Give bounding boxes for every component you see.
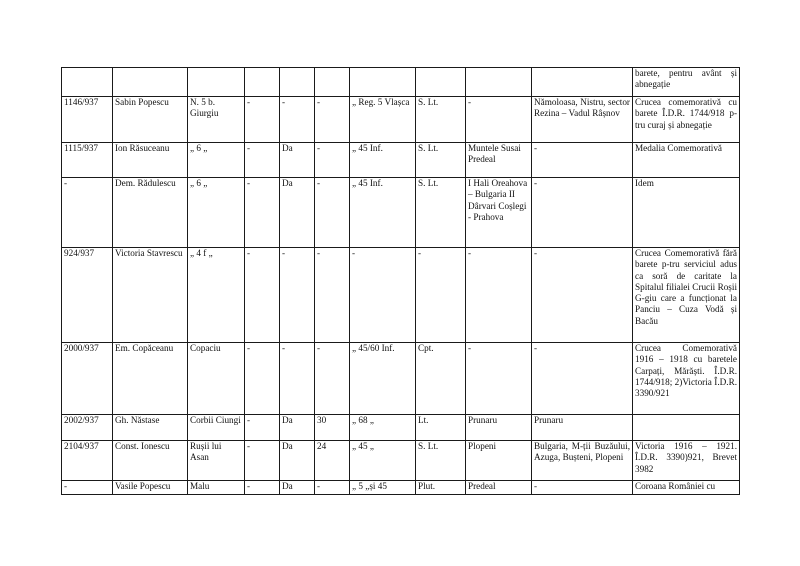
- unit-cell: „ 45 Inf.: [350, 178, 416, 248]
- region-cell: -: [532, 143, 633, 178]
- record-number-cell: -: [62, 481, 113, 495]
- column-4-cell: -: [245, 415, 280, 441]
- record-number-cell: 2104/937: [62, 441, 113, 481]
- column-6-cell: -: [315, 143, 350, 178]
- rank-cell: S. Lt.: [416, 178, 466, 248]
- column-4-cell: -: [245, 248, 280, 343]
- name-cell: Sabin Popescu: [113, 97, 188, 143]
- decorations-cell: Victoria 1916 – 1921. Î.D.R. 3390)921, Brevet 3982: [633, 441, 740, 481]
- column-4-cell: -: [245, 441, 280, 481]
- rank-cell: S. Lt.: [416, 143, 466, 178]
- rank-cell: Plut.: [416, 481, 466, 495]
- region-cell: -: [532, 343, 633, 415]
- record-number-cell: 1115/937: [62, 143, 113, 178]
- decorations-cell: Coroana României cu: [633, 481, 740, 495]
- region-cell: Prunaru: [532, 415, 633, 441]
- column-5-cell: Da: [280, 481, 315, 495]
- column-6-cell: -: [315, 97, 350, 143]
- locality-cell: Rușii lui Asan: [188, 441, 245, 481]
- register-table: [61, 67, 740, 495]
- name-cell: Const. Ionescu: [113, 441, 188, 481]
- table-row: [62, 248, 740, 343]
- record-number-cell: 2000/937: [62, 343, 113, 415]
- record-number-cell: 924/937: [62, 248, 113, 343]
- locality-cell: Copaciu: [188, 343, 245, 415]
- decorations-cell: [633, 415, 740, 441]
- column-4-cell: -: [245, 178, 280, 248]
- locality-cell: N. 5 b. Giurgiu: [188, 97, 245, 143]
- rank-cell: [416, 68, 466, 97]
- locality-cell: Corbii Ciungi: [188, 415, 245, 441]
- region-cell: -: [532, 481, 633, 495]
- battles-cell: Plopeni: [466, 441, 532, 481]
- decorations-cell: barete, pentru avânt și abnegație: [633, 68, 740, 97]
- column-6-cell: 30: [315, 415, 350, 441]
- column-5-cell: Da: [280, 415, 315, 441]
- battles-cell: -: [466, 248, 532, 343]
- record-number-cell: -: [62, 178, 113, 248]
- locality-cell: [188, 68, 245, 97]
- unit-cell: -: [350, 248, 416, 343]
- name-cell: Victoria Stavrescu: [113, 248, 188, 343]
- column-6-cell: -: [315, 481, 350, 495]
- region-cell: Bulgaria, M-ții Buzăului, Azuga, Bușteni, Plopeni: [532, 441, 633, 481]
- column-4-cell: -: [245, 343, 280, 415]
- region-cell: -: [532, 178, 633, 248]
- unit-cell: „ 45/60 Inf.: [350, 343, 416, 415]
- table-row: [62, 143, 740, 178]
- column-4-cell: -: [245, 481, 280, 495]
- column-5-cell: -: [280, 343, 315, 415]
- locality-cell: „ 6 „: [188, 143, 245, 178]
- column-6-cell: 24: [315, 441, 350, 481]
- battles-cell: Prunaru: [466, 415, 532, 441]
- name-cell: Dem. Rădulescu: [113, 178, 188, 248]
- record-number-cell: 1146/937: [62, 97, 113, 143]
- unit-cell: „ 45 Inf.: [350, 143, 416, 178]
- rank-cell: -: [416, 248, 466, 343]
- table-row: [62, 441, 740, 481]
- locality-cell: „ 6 „: [188, 178, 245, 248]
- battles-cell: Muntele Susai Predeal: [466, 143, 532, 178]
- decorations-cell: Medalia Comemorativă: [633, 143, 740, 178]
- table-row: [62, 415, 740, 441]
- column-6-cell: [315, 68, 350, 97]
- table-row: [62, 68, 740, 97]
- column-4-cell: -: [245, 97, 280, 143]
- column-5-cell: Da: [280, 441, 315, 481]
- column-6-cell: -: [315, 248, 350, 343]
- name-cell: Gh. Năstase: [113, 415, 188, 441]
- rank-cell: S. Lt.: [416, 97, 466, 143]
- region-cell: [532, 68, 633, 97]
- battles-cell: -: [466, 97, 532, 143]
- rank-cell: Cpt.: [416, 343, 466, 415]
- table-row: [62, 481, 740, 495]
- table-row: [62, 178, 740, 248]
- column-4-cell: -: [245, 143, 280, 178]
- table-row: [62, 343, 740, 415]
- battles-cell: -: [466, 343, 532, 415]
- column-5-cell: Da: [280, 143, 315, 178]
- unit-cell: „ 45 „: [350, 441, 416, 481]
- decorations-cell: Crucea comemorativă cu barete Î.D.R. 1744/918 p-tru curaj și abnegație: [633, 97, 740, 143]
- decorations-cell: Idem: [633, 178, 740, 248]
- region-cell: -: [532, 248, 633, 343]
- column-5-cell: Da: [280, 178, 315, 248]
- rank-cell: Lt.: [416, 415, 466, 441]
- rank-cell: S. Lt.: [416, 441, 466, 481]
- locality-cell: „ 4 f „: [188, 248, 245, 343]
- column-4-cell: [245, 68, 280, 97]
- locality-cell: Malu: [188, 481, 245, 495]
- unit-cell: „ 5 „și 45: [350, 481, 416, 495]
- record-number-cell: 2002/937: [62, 415, 113, 441]
- decorations-cell: Crucea Comemorativă fără barete p-tru serviciul adus ca soră de caritate la Spitalul filialei Crucii Roșii G-giu care a funcționat la Panciu – Cuza Vodă și Bacău: [633, 248, 740, 343]
- column-5-cell: [280, 68, 315, 97]
- record-number-cell: [62, 68, 113, 97]
- unit-cell: [350, 68, 416, 97]
- decorations-cell: Crucea Comemorativă 1916 – 1918 cu baretele Carpați, Mărăști. Î.D.R. 1744/918; 2)Victoria Î.D.R. 3390/921: [633, 343, 740, 415]
- unit-cell: „ Reg. 5 Vlașca: [350, 97, 416, 143]
- column-6-cell: -: [315, 178, 350, 248]
- name-cell: Em. Copăceanu: [113, 343, 188, 415]
- battles-cell: [466, 68, 532, 97]
- column-5-cell: -: [280, 97, 315, 143]
- name-cell: [113, 68, 188, 97]
- name-cell: Ion Răsuceanu: [113, 143, 188, 178]
- battles-cell: Predeal: [466, 481, 532, 495]
- table-row: [62, 97, 740, 143]
- battles-cell: I Hali Oreahova – Bulgaria II Dârvari Coșlegi - Prahova: [466, 178, 532, 248]
- unit-cell: „ 68 „: [350, 415, 416, 441]
- name-cell: Vasile Popescu: [113, 481, 188, 495]
- column-6-cell: -: [315, 343, 350, 415]
- table-body: [62, 68, 740, 495]
- region-cell: Nămoloasa, Nistru, sector Rezina – Vadul Râșnov: [532, 97, 633, 143]
- column-5-cell: -: [280, 248, 315, 343]
